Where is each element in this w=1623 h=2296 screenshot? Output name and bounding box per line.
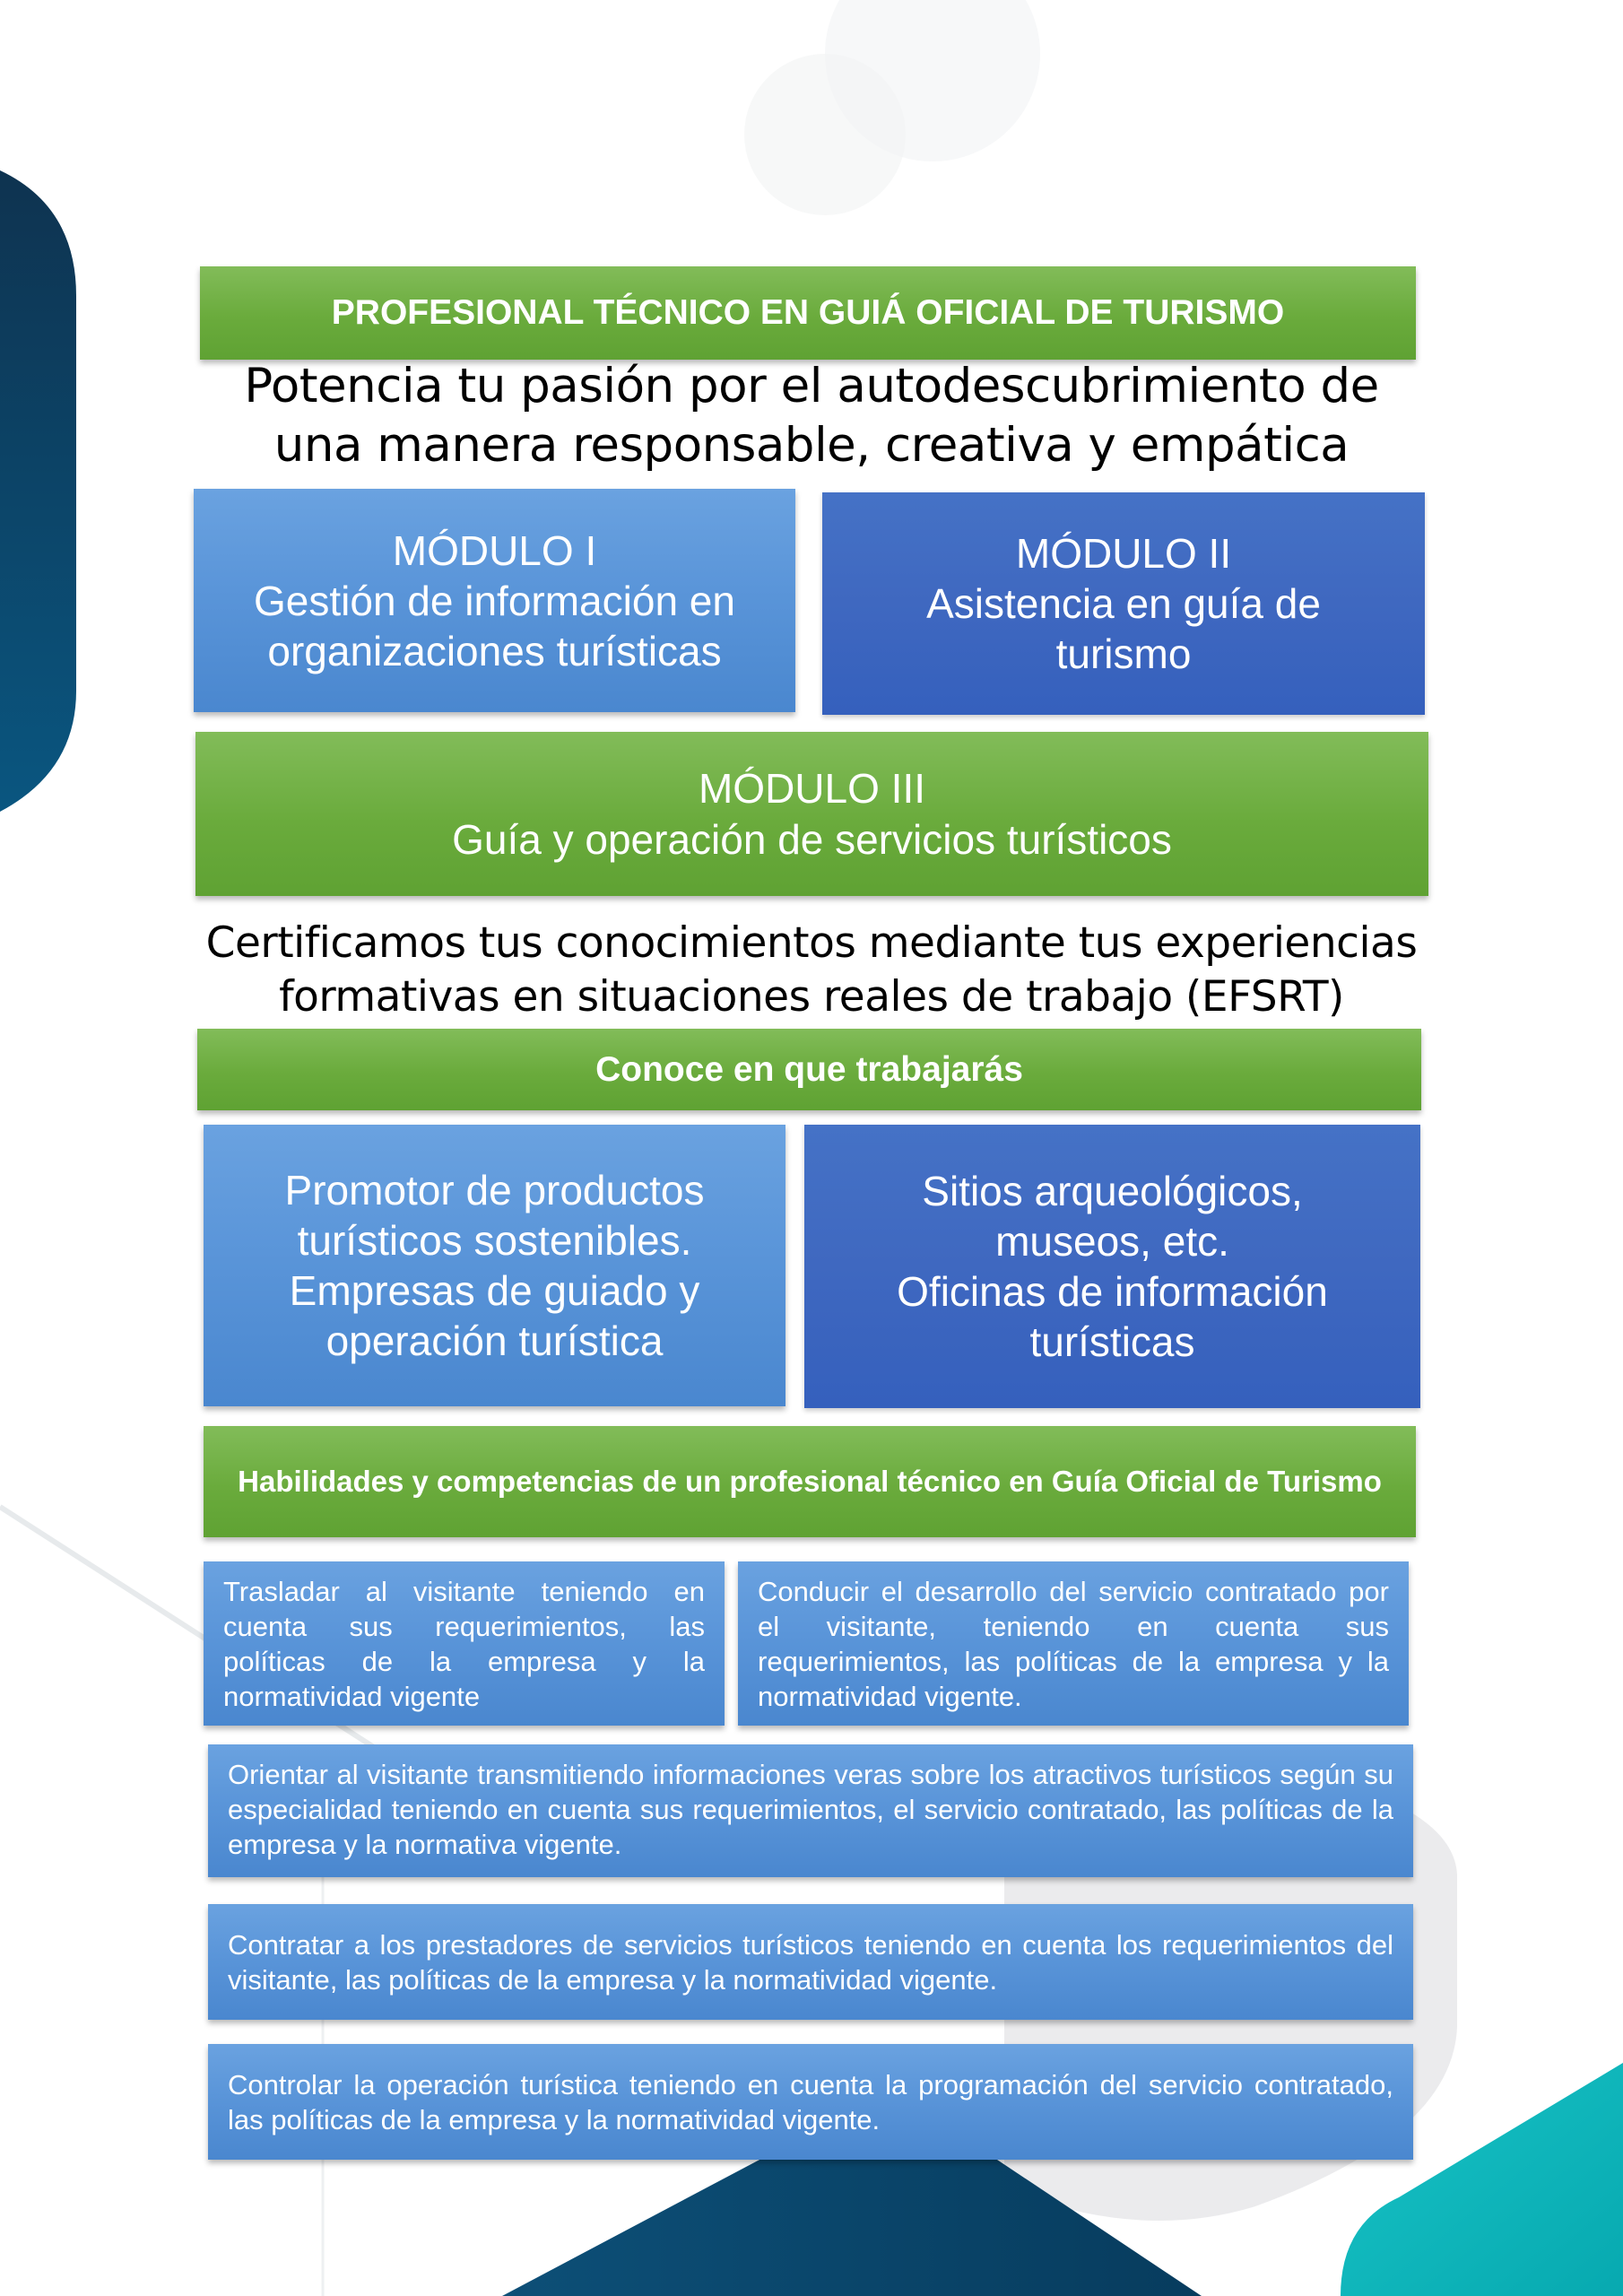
work-card-promoter xyxy=(204,1125,785,1406)
tagline-certification xyxy=(135,917,1488,1024)
skills-section-header xyxy=(204,1426,1416,1537)
skill-item-4-text: Contratar a los prestadores de servicios turísticos teniendo en cuenta los requerimientos del visitante, las políticas de la empresa y la normatividad vigente. xyxy=(228,1929,1393,1996)
skill-item-2-text: Conducir el desarrollo del servicio contratado por el visitante, teniendo en cuenta sus requerimientos, las políticas de la empresa y la normatividad vigente. xyxy=(758,1576,1389,1712)
tagline-certification-line-1: Certificamos tus conocimientos mediante tus experiencias xyxy=(205,918,1418,968)
work-promoter-line-1: Promotor de productos xyxy=(284,1167,705,1213)
module-1-title: MÓDULO I xyxy=(392,526,597,574)
module-1-line-1: Gestión de información en xyxy=(254,577,735,624)
module-1-line-2: organizaciones turísticas xyxy=(267,627,722,674)
skill-item-4 xyxy=(208,1904,1413,2020)
work-promoter-line-4: operación turística xyxy=(325,1318,664,1364)
program-title: PROFESIONAL TÉCNICO EN GUIÁ OFICIAL DE TURISMO xyxy=(331,293,1285,332)
skill-item-1-text: Trasladar al visitante teniendo en cuenta sus requerimientos, las políticas de la empresa y la normatividad vigente xyxy=(223,1576,705,1712)
work-card-sites xyxy=(804,1125,1420,1408)
skill-item-1 xyxy=(204,1561,725,1726)
left-navy-shape xyxy=(0,170,76,812)
module-3-card xyxy=(195,732,1428,896)
module-2-line-1: Asistencia en guía de xyxy=(926,580,1321,627)
skills-section-title: Habilidades y competencias de un profesional técnico en Guía Oficial de Turismo xyxy=(238,1465,1382,1498)
module-2-line-2: turismo xyxy=(1055,631,1192,677)
work-sites-line-2: museos, etc. xyxy=(995,1218,1229,1265)
tagline-passion xyxy=(135,357,1488,475)
skill-item-5 xyxy=(208,2044,1413,2160)
skill-item-2 xyxy=(738,1561,1409,1726)
work-section-header xyxy=(197,1029,1421,1110)
work-promoter-line-2: turísticos sostenibles. xyxy=(297,1217,692,1264)
module-2-title: MÓDULO II xyxy=(1015,530,1232,577)
skill-item-3-text: Orientar al visitante transmitiendo informaciones veras sobre los atractivos turísticos según su especialidad teniendo en cuenta sus requerimientos, el servicio contratado, las políticas de la empresa y la normativa vigente. xyxy=(228,1759,1393,1860)
skill-item-5-text: Controlar la operación turística teniendo en cuenta la programación del servicio contratado, las políticas de la empresa y la normatividad vigente. xyxy=(228,2069,1393,2135)
module-2-card xyxy=(822,492,1425,715)
module-1-card xyxy=(194,489,795,712)
module-3-title: MÓDULO III xyxy=(698,764,926,812)
module-3-line-1: Guía y operación de servicios turísticos xyxy=(452,815,1172,863)
work-section-title: Conoce en que trabajarás xyxy=(595,1049,1023,1089)
program-title-banner xyxy=(200,266,1416,360)
work-sites-line-1: Sitios arqueológicos, xyxy=(922,1168,1303,1214)
work-promoter-line-3: Empresas de guiado y xyxy=(289,1267,700,1314)
skill-item-3 xyxy=(208,1744,1413,1877)
tagline-certification-line-2: formativas en situaciones reales de trabajo (EFSRT) xyxy=(279,972,1344,1022)
tagline-passion-line-2: una manera responsable, creativa y empática xyxy=(273,418,1350,473)
tagline-passion-line-1: Potencia tu pasión por el autodescubrimiento de xyxy=(244,359,1379,413)
work-sites-line-3: Oficinas de información xyxy=(897,1268,1328,1315)
work-sites-line-4: turísticas xyxy=(1029,1318,1195,1365)
